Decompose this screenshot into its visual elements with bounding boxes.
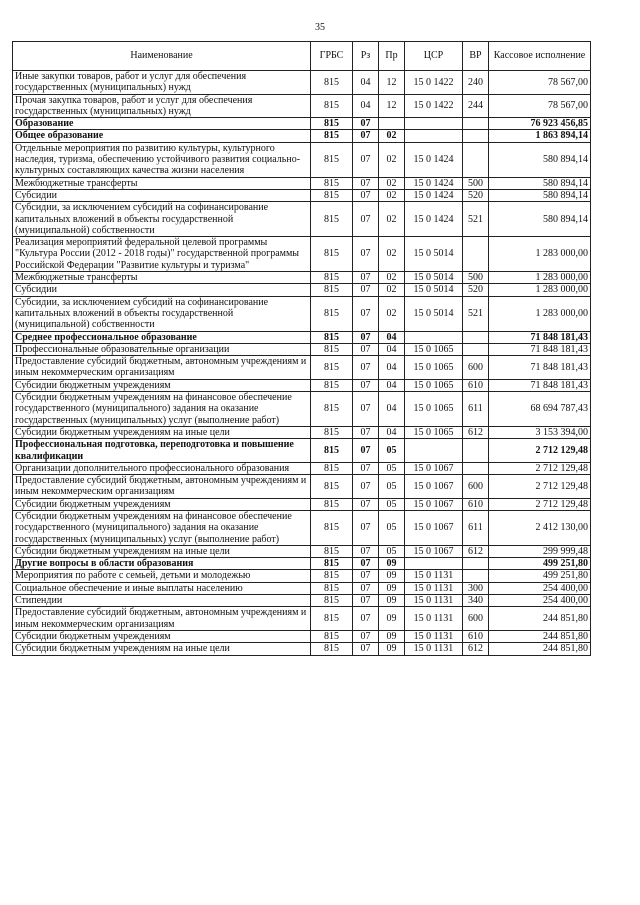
cell-pr: 02: [379, 177, 405, 189]
cell-vr: 520: [463, 189, 489, 201]
column-header-grbs: ГРБС: [311, 42, 353, 71]
cell-name: Предоставление субсидий бюджетным, автономным учреждениям и иным некоммерческим организациям: [13, 607, 311, 631]
table-row: [13, 607, 591, 631]
table-section-row: [13, 439, 591, 463]
column-header-amount: Кассовое исполнение: [489, 42, 591, 71]
cell-pr: 02: [379, 130, 405, 142]
cell-vr: 600: [463, 356, 489, 380]
cell-csr: [405, 331, 463, 343]
cell-grbs: 815: [311, 237, 353, 272]
table-row: [13, 545, 591, 557]
cell-vr: 610: [463, 379, 489, 391]
cell-name: Субсидии бюджетным учреждениям на иные цели: [13, 643, 311, 655]
table-row: [13, 379, 591, 391]
cell-pr: 05: [379, 510, 405, 545]
cell-csr: 15 0 1424: [405, 177, 463, 189]
table-row: [13, 498, 591, 510]
cell-rz: 07: [353, 558, 379, 570]
cell-csr: 15 0 1067: [405, 498, 463, 510]
cell-rz: 07: [353, 272, 379, 284]
cell-vr: 300: [463, 582, 489, 594]
cell-csr: 15 0 1131: [405, 595, 463, 607]
column-header-pr: Пр: [379, 42, 405, 71]
cell-vr: 520: [463, 284, 489, 296]
cell-vr: [463, 439, 489, 463]
cell-amount: 2 712 129,48: [489, 462, 591, 474]
cell-rz: 07: [353, 630, 379, 642]
table-row: [13, 356, 591, 380]
cell-pr: 04: [379, 426, 405, 438]
cell-pr: 04: [379, 331, 405, 343]
cell-vr: 611: [463, 392, 489, 427]
cell-csr: [405, 130, 463, 142]
cell-pr: 09: [379, 630, 405, 642]
cell-vr: 340: [463, 595, 489, 607]
cell-pr: 04: [379, 379, 405, 391]
cell-amount: 2 412 130,00: [489, 510, 591, 545]
cell-grbs: 815: [311, 510, 353, 545]
cell-vr: 600: [463, 607, 489, 631]
cell-amount: 254 400,00: [489, 595, 591, 607]
cell-csr: [405, 118, 463, 130]
cell-vr: 611: [463, 510, 489, 545]
cell-vr: [463, 331, 489, 343]
cell-amount: 1 283 000,00: [489, 237, 591, 272]
cell-pr: 02: [379, 296, 405, 331]
table-row: [13, 296, 591, 331]
table-row: [13, 462, 591, 474]
cell-amount: 2 712 129,48: [489, 439, 591, 463]
cell-grbs: 815: [311, 462, 353, 474]
cell-csr: 15 0 1065: [405, 379, 463, 391]
cell-vr: 240: [463, 71, 489, 95]
cell-vr: [463, 130, 489, 142]
cell-name: Субсидии, за исключением субсидий на софинансирование капитальных вложений в объекты государственной (муниципальной) собственности: [13, 202, 311, 237]
cell-grbs: 815: [311, 558, 353, 570]
cell-grbs: 815: [311, 284, 353, 296]
table-row: [13, 142, 591, 177]
table-row: [13, 630, 591, 642]
cell-grbs: 815: [311, 439, 353, 463]
cell-amount: 3 153 394,00: [489, 426, 591, 438]
table-row: [13, 272, 591, 284]
cell-vr: [463, 570, 489, 582]
cell-rz: 07: [353, 595, 379, 607]
cell-vr: 600: [463, 475, 489, 499]
cell-csr: 15 0 1131: [405, 630, 463, 642]
cell-csr: [405, 439, 463, 463]
cell-csr: 15 0 1424: [405, 202, 463, 237]
cell-name: Социальное обеспечение и иные выплаты населению: [13, 582, 311, 594]
cell-name: Субсидии, за исключением субсидий на софинансирование капитальных вложений в объекты государственной (муниципальной) собственности: [13, 296, 311, 331]
cell-grbs: 815: [311, 545, 353, 557]
cell-name: Субсидии: [13, 189, 311, 201]
table-row: [13, 94, 591, 118]
cell-rz: 07: [353, 177, 379, 189]
cell-amount: 580 894,14: [489, 142, 591, 177]
cell-grbs: 815: [311, 71, 353, 95]
table-header-row: [13, 42, 591, 71]
cell-rz: 07: [353, 439, 379, 463]
cell-grbs: 815: [311, 582, 353, 594]
cell-amount: 499 251,80: [489, 558, 591, 570]
cell-pr: 02: [379, 284, 405, 296]
cell-csr: 15 0 1067: [405, 462, 463, 474]
cell-name: Предоставление субсидий бюджетным, автономным учреждениям и иным некоммерческим организациям: [13, 475, 311, 499]
table-section-row: [13, 118, 591, 130]
cell-amount: 244 851,80: [489, 607, 591, 631]
cell-amount: 71 848 181,43: [489, 379, 591, 391]
table-section-row: [13, 130, 591, 142]
cell-name: Субсидии бюджетным учреждениям: [13, 379, 311, 391]
cell-amount: 244 851,80: [489, 643, 591, 655]
cell-csr: 15 0 1131: [405, 570, 463, 582]
cell-grbs: 815: [311, 426, 353, 438]
cell-name: Субсидии: [13, 284, 311, 296]
budget-table: [12, 41, 591, 656]
table-row: [13, 177, 591, 189]
cell-name: Субсидии бюджетным учреждениям на финансовое обеспечение государственного (муниципального) задания на оказание государственных (муниципальных) услуг (выполнение работ): [13, 392, 311, 427]
cell-grbs: 815: [311, 296, 353, 331]
cell-vr: [463, 142, 489, 177]
cell-name: Субсидии бюджетным учреждениям: [13, 630, 311, 642]
cell-vr: 612: [463, 545, 489, 557]
cell-pr: 12: [379, 71, 405, 95]
cell-vr: 521: [463, 202, 489, 237]
cell-rz: 04: [353, 94, 379, 118]
cell-csr: 15 0 1422: [405, 71, 463, 95]
cell-pr: 09: [379, 607, 405, 631]
cell-vr: [463, 118, 489, 130]
cell-amount: 1 863 894,14: [489, 130, 591, 142]
cell-csr: 15 0 1067: [405, 475, 463, 499]
cell-name: Иные закупки товаров, работ и услуг для обеспечения государственных (муниципальных) нужд: [13, 71, 311, 95]
cell-pr: [379, 118, 405, 130]
table-section-row: [13, 558, 591, 570]
cell-rz: 07: [353, 379, 379, 391]
cell-grbs: 815: [311, 498, 353, 510]
cell-name: Субсидии бюджетным учреждениям: [13, 498, 311, 510]
cell-name: Образование: [13, 118, 311, 130]
cell-pr: 04: [379, 392, 405, 427]
cell-rz: 04: [353, 71, 379, 95]
cell-csr: 15 0 5014: [405, 237, 463, 272]
cell-amount: 78 567,00: [489, 94, 591, 118]
table-row: [13, 392, 591, 427]
cell-amount: 580 894,14: [489, 177, 591, 189]
cell-name: Субсидии бюджетным учреждениям на финансовое обеспечение государственного (муниципального) задания на оказание государственных (муниципальных) услуг (выполнение работ): [13, 510, 311, 545]
table-row: [13, 595, 591, 607]
cell-rz: 07: [353, 545, 379, 557]
table-row: [13, 189, 591, 201]
cell-name: Межбюджетные трансферты: [13, 272, 311, 284]
cell-pr: 02: [379, 272, 405, 284]
page-number: 35: [315, 22, 325, 33]
table-row: [13, 570, 591, 582]
cell-pr: 02: [379, 202, 405, 237]
cell-rz: 07: [353, 331, 379, 343]
cell-pr: 04: [379, 356, 405, 380]
cell-rz: 07: [353, 462, 379, 474]
cell-pr: 09: [379, 570, 405, 582]
cell-rz: 07: [353, 118, 379, 130]
cell-rz: 07: [353, 189, 379, 201]
cell-name: Профессиональная подготовка, переподготовка и повышение квалификации: [13, 439, 311, 463]
cell-rz: 07: [353, 643, 379, 655]
cell-grbs: 815: [311, 189, 353, 201]
column-header-vr: ВР: [463, 42, 489, 71]
cell-grbs: 815: [311, 177, 353, 189]
cell-csr: 15 0 1422: [405, 94, 463, 118]
cell-rz: 07: [353, 392, 379, 427]
table-row: [13, 475, 591, 499]
cell-rz: 07: [353, 284, 379, 296]
cell-name: Реализация мероприятий федеральной целевой программы "Культура России (2012 - 2018 годы)" государственной программы Российской Федерации "Развитие культуры и туризма": [13, 237, 311, 272]
cell-grbs: 815: [311, 570, 353, 582]
cell-pr: 05: [379, 462, 405, 474]
cell-rz: 07: [353, 296, 379, 331]
cell-name: Мероприятия по работе с семьей, детьми и молодежью: [13, 570, 311, 582]
cell-grbs: 815: [311, 595, 353, 607]
cell-vr: [463, 343, 489, 355]
column-header-name: Наименование: [13, 42, 311, 71]
cell-rz: 07: [353, 343, 379, 355]
cell-name: Предоставление субсидий бюджетным, автономным учреждениям и иным некоммерческим организациям: [13, 356, 311, 380]
column-header-rz: Рз: [353, 42, 379, 71]
cell-csr: 15 0 1067: [405, 510, 463, 545]
cell-grbs: 815: [311, 331, 353, 343]
cell-amount: 76 923 456,85: [489, 118, 591, 130]
table-section-row: [13, 331, 591, 343]
cell-rz: 07: [353, 498, 379, 510]
cell-csr: 15 0 1424: [405, 142, 463, 177]
cell-grbs: 815: [311, 118, 353, 130]
cell-csr: 15 0 1067: [405, 545, 463, 557]
cell-rz: 07: [353, 237, 379, 272]
cell-vr: 244: [463, 94, 489, 118]
cell-csr: 15 0 1065: [405, 392, 463, 427]
cell-rz: 07: [353, 570, 379, 582]
cell-vr: 612: [463, 426, 489, 438]
cell-csr: 15 0 5014: [405, 296, 463, 331]
table-row: [13, 510, 591, 545]
cell-grbs: 815: [311, 643, 353, 655]
cell-pr: 09: [379, 643, 405, 655]
cell-rz: 07: [353, 426, 379, 438]
cell-rz: 07: [353, 142, 379, 177]
cell-rz: 07: [353, 356, 379, 380]
cell-pr: 05: [379, 439, 405, 463]
cell-amount: 1 283 000,00: [489, 296, 591, 331]
table-row: [13, 582, 591, 594]
cell-pr: 02: [379, 237, 405, 272]
cell-grbs: 815: [311, 356, 353, 380]
cell-pr: 09: [379, 582, 405, 594]
column-header-csr: ЦСР: [405, 42, 463, 71]
cell-grbs: 815: [311, 202, 353, 237]
cell-pr: 09: [379, 558, 405, 570]
cell-csr: 15 0 1131: [405, 643, 463, 655]
cell-amount: 580 894,14: [489, 189, 591, 201]
cell-vr: 521: [463, 296, 489, 331]
cell-csr: 15 0 5014: [405, 284, 463, 296]
cell-rz: 07: [353, 582, 379, 594]
cell-pr: 04: [379, 343, 405, 355]
cell-vr: [463, 462, 489, 474]
cell-pr: 09: [379, 595, 405, 607]
cell-pr: 02: [379, 189, 405, 201]
cell-name: Прочая закупка товаров, работ и услуг для обеспечения государственных (муниципальных) нужд: [13, 94, 311, 118]
table-row: [13, 284, 591, 296]
cell-grbs: 815: [311, 379, 353, 391]
cell-amount: 2 712 129,48: [489, 498, 591, 510]
cell-csr: 15 0 1065: [405, 426, 463, 438]
table-row: [13, 643, 591, 655]
cell-grbs: 815: [311, 343, 353, 355]
cell-rz: 07: [353, 130, 379, 142]
cell-amount: 71 848 181,43: [489, 331, 591, 343]
cell-csr: 15 0 1424: [405, 189, 463, 201]
cell-vr: [463, 558, 489, 570]
cell-amount: 244 851,80: [489, 630, 591, 642]
cell-amount: 78 567,00: [489, 71, 591, 95]
table-row: [13, 237, 591, 272]
cell-rz: 07: [353, 510, 379, 545]
cell-rz: 07: [353, 607, 379, 631]
cell-name: Другие вопросы в области образования: [13, 558, 311, 570]
cell-name: Общее образование: [13, 130, 311, 142]
cell-name: Межбюджетные трансферты: [13, 177, 311, 189]
cell-name: Субсидии бюджетным учреждениям на иные цели: [13, 545, 311, 557]
table-body: [13, 71, 591, 656]
cell-amount: 1 283 000,00: [489, 272, 591, 284]
cell-name: Организации дополнительного профессионального образования: [13, 462, 311, 474]
cell-name: Среднее профессиональное образование: [13, 331, 311, 343]
cell-grbs: 815: [311, 630, 353, 642]
cell-grbs: 815: [311, 94, 353, 118]
cell-name: Профессиональные образовательные организации: [13, 343, 311, 355]
cell-rz: 07: [353, 475, 379, 499]
cell-amount: 2 712 129,48: [489, 475, 591, 499]
table-row: [13, 426, 591, 438]
cell-grbs: 815: [311, 272, 353, 284]
cell-rz: 07: [353, 202, 379, 237]
cell-vr: 610: [463, 498, 489, 510]
table-row: [13, 202, 591, 237]
cell-amount: 299 999,48: [489, 545, 591, 557]
cell-grbs: 815: [311, 392, 353, 427]
cell-csr: 15 0 1065: [405, 343, 463, 355]
cell-vr: 500: [463, 177, 489, 189]
cell-vr: 612: [463, 643, 489, 655]
cell-csr: 15 0 1065: [405, 356, 463, 380]
cell-pr: 02: [379, 142, 405, 177]
cell-csr: [405, 558, 463, 570]
cell-name: Стипендии: [13, 595, 311, 607]
cell-amount: 1 283 000,00: [489, 284, 591, 296]
cell-vr: 500: [463, 272, 489, 284]
cell-pr: 12: [379, 94, 405, 118]
cell-csr: 15 0 1131: [405, 607, 463, 631]
cell-name: Отдельные мероприятия по развитию культуры, культурного наследия, туризма, обеспечению устойчивого развития социально-культурных составляющих качества жизни населения: [13, 142, 311, 177]
cell-grbs: 815: [311, 142, 353, 177]
cell-csr: 15 0 1131: [405, 582, 463, 594]
cell-amount: 71 848 181,43: [489, 343, 591, 355]
cell-grbs: 815: [311, 130, 353, 142]
table-row: [13, 71, 591, 95]
cell-amount: 254 400,00: [489, 582, 591, 594]
cell-name: Субсидии бюджетным учреждениям на иные цели: [13, 426, 311, 438]
cell-amount: 71 848 181,43: [489, 356, 591, 380]
cell-amount: 68 694 787,43: [489, 392, 591, 427]
cell-vr: [463, 237, 489, 272]
cell-csr: 15 0 5014: [405, 272, 463, 284]
cell-grbs: 815: [311, 475, 353, 499]
cell-grbs: 815: [311, 607, 353, 631]
cell-pr: 05: [379, 545, 405, 557]
cell-amount: 580 894,14: [489, 202, 591, 237]
cell-pr: 05: [379, 498, 405, 510]
cell-pr: 05: [379, 475, 405, 499]
table-row: [13, 343, 591, 355]
cell-amount: 499 251,80: [489, 570, 591, 582]
cell-vr: 610: [463, 630, 489, 642]
